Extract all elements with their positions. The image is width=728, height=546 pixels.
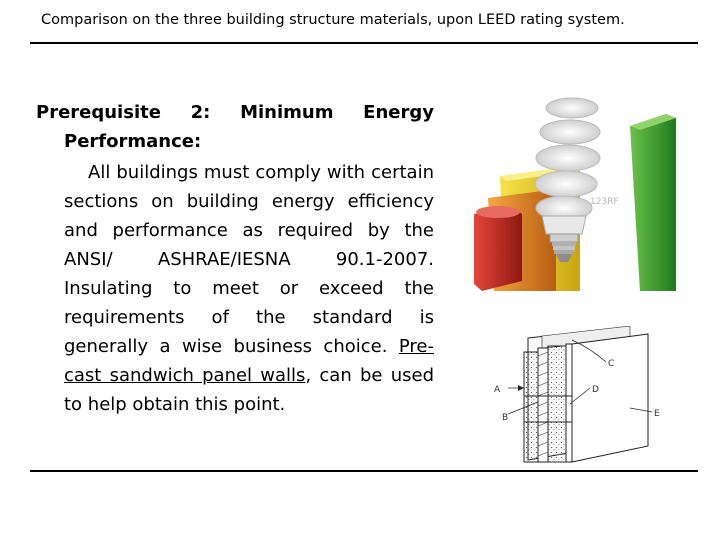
header-divider	[30, 42, 698, 44]
label-d: D	[592, 385, 599, 395]
body-text-end: , can be used to help obtain this point.	[64, 365, 435, 415]
inner-wythe	[548, 346, 566, 462]
precast-sandwich-panel-link[interactable]: Pre-cast sandwich panel walls	[64, 336, 434, 386]
body-text-start: All buildings must comply with certain sections on building energy efficiency and performance as required by the ANSI/ ASHRAE/IESNA 90.1-2007. Insulating to meet or exceed the requirements of the standard is generally a wise business choice.	[64, 162, 434, 357]
label-a: A	[494, 385, 501, 395]
footer-divider	[30, 470, 698, 472]
watermark-text: 123RF	[590, 197, 619, 207]
sandwich-panel-section-diagram	[480, 326, 695, 466]
label-b: B	[502, 413, 509, 423]
section-heading: Prerequisite 2: Minimum Energy Performance:	[36, 102, 434, 152]
body-paragraph	[36, 158, 434, 419]
content-block	[36, 98, 434, 419]
page-title: Comparison on the three building structure materials, upon LEED rating system.	[41, 12, 625, 28]
green-bar	[630, 114, 676, 291]
label-c: C	[608, 359, 615, 369]
red-bar	[474, 208, 522, 291]
energy-bulb-bar-chart-illustration	[470, 86, 702, 291]
label-e: E	[654, 409, 660, 419]
